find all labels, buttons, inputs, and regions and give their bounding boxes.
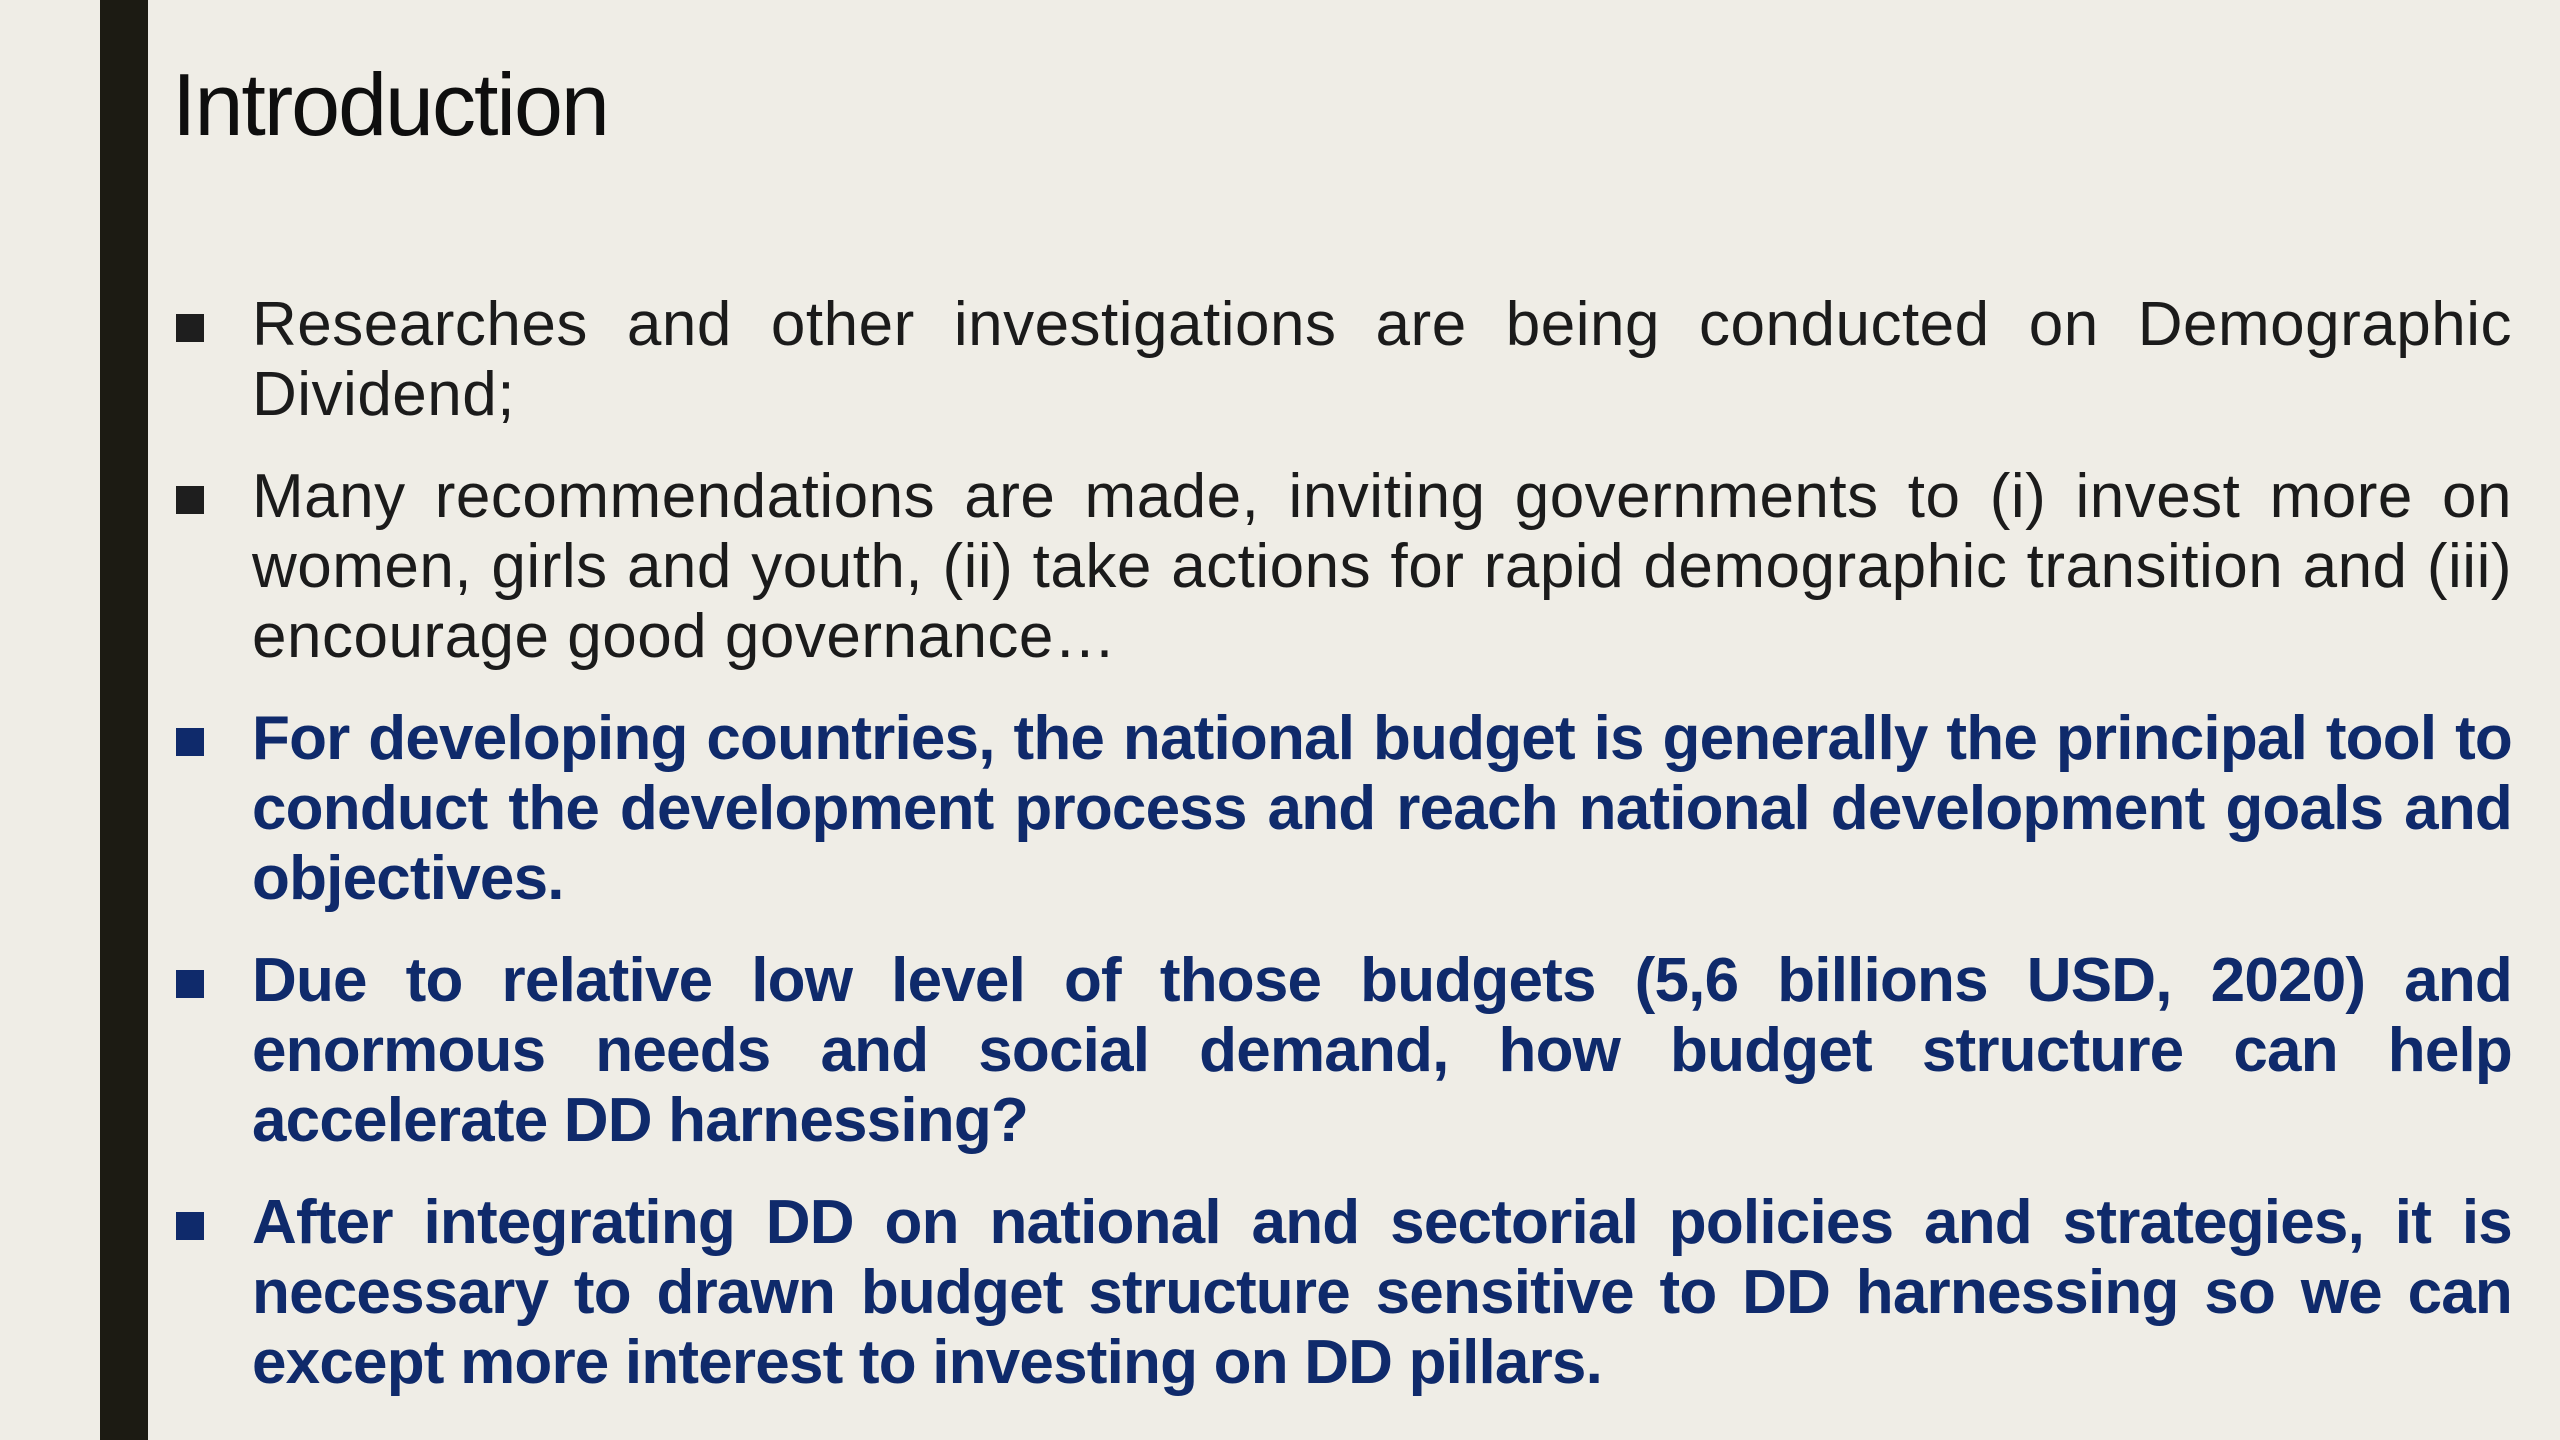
bullet-item bbox=[172, 1188, 2512, 1398]
bullet-item bbox=[172, 462, 2512, 672]
bullet-text: Many recommendations are made, inviting governments to (i) invest more on women, girls and youth, (ii) take actions for rapid demographic transition and (iii) encourage good governance… bbox=[252, 462, 2512, 671]
bullet-text: Due to relative low level of those budgets (5,6 billions USD, 2020) and enormous needs and social demand, how budget structure can help accelerate DD harnessing? bbox=[252, 946, 2512, 1155]
square-bullet-icon bbox=[176, 1212, 204, 1240]
bullet-text: After integrating DD on national and sectorial policies and strategies, it is necessary to drawn budget structure sensitive to DD harnessing so we can except more interest to investing on DD pillars. bbox=[252, 1188, 2512, 1397]
square-bullet-icon bbox=[176, 728, 204, 756]
square-bullet-icon bbox=[176, 970, 204, 998]
bullet-text: Researches and other investigations are being conducted on Demographic Dividend; bbox=[252, 290, 2512, 429]
square-bullet-icon bbox=[176, 486, 204, 514]
bullet-text: For developing countries, the national budget is generally the principal tool to conduct the development process and reach national development goals and objectives. bbox=[252, 704, 2512, 913]
bullet-item bbox=[172, 290, 2512, 430]
bullet-item bbox=[172, 946, 2512, 1156]
bullet-item bbox=[172, 704, 2512, 914]
left-accent-bar bbox=[100, 0, 148, 1440]
square-bullet-icon bbox=[176, 314, 204, 342]
bullet-list bbox=[172, 290, 2512, 1430]
slide-title: Introduction bbox=[172, 55, 608, 154]
